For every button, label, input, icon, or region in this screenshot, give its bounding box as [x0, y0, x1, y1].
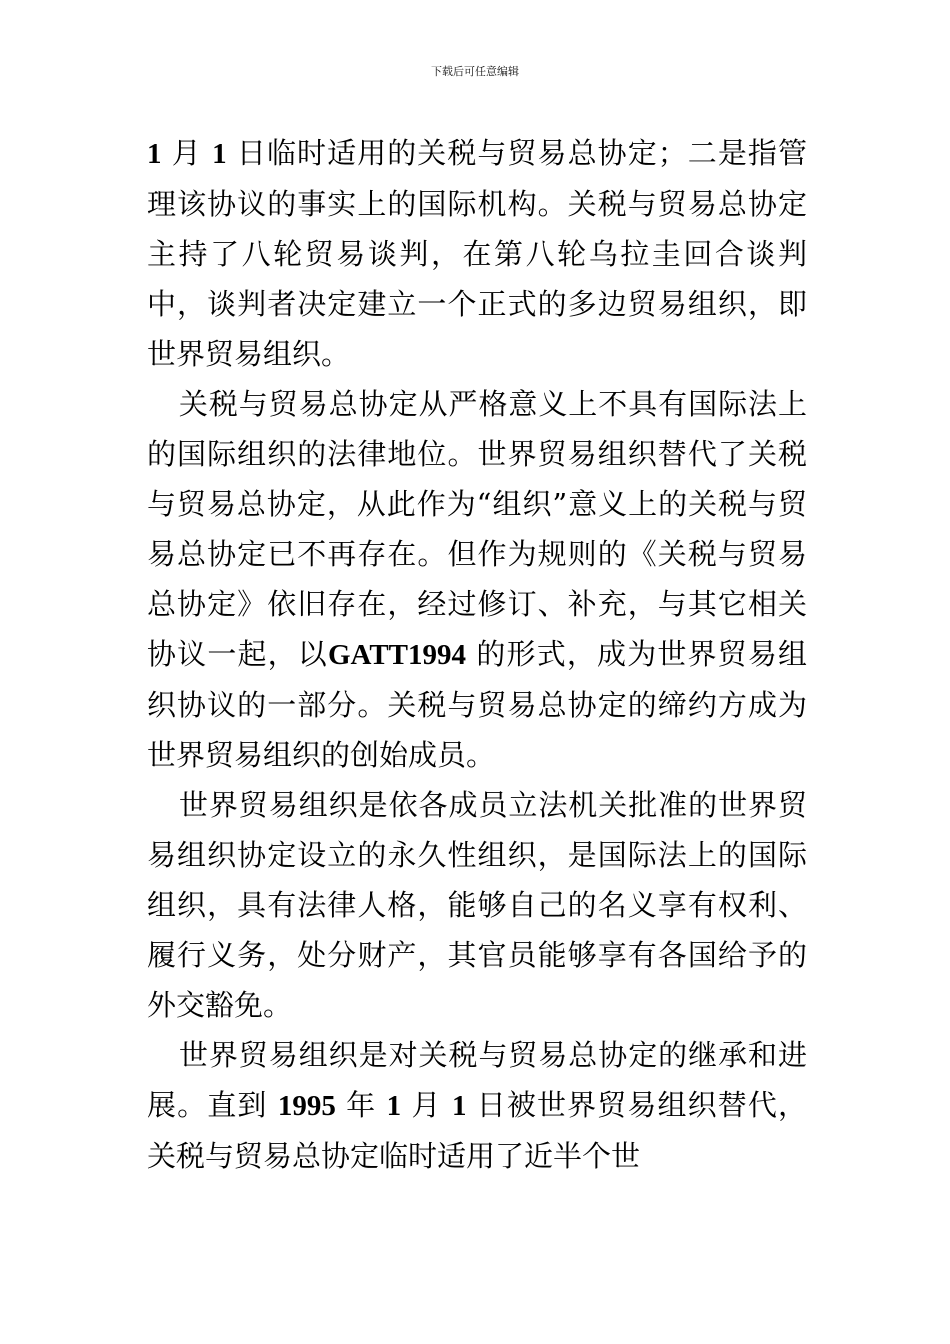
- text-run: 年: [335, 1088, 387, 1122]
- text-run: GATT1994: [327, 639, 467, 671]
- paragraph-3: [147, 780, 807, 1030]
- text-run: 日被世界贸易组织替代，关税与贸易总协定临时适用了近半个世: [147, 1088, 808, 1173]
- text-run: 世界贸易组织是依各成员立法机关批准的世界贸易组织协定设立的永久性组织，是国际法上的国际组织，具有法律人格，能够自己的名义享有权利、履行义务，处分财产，其官员能够享有各国给予的外交豁免。: [147, 788, 807, 1022]
- paragraph-2: [147, 379, 807, 780]
- document-body: [147, 128, 807, 1181]
- paragraph-1: [147, 128, 807, 379]
- text-run: 关税与贸易总协定从严格意义上不具有国际法上的国际组织的法律地位。世界贸易组织替代了关税与贸易总协定，从此作为“组织”意义上的关税与贸易总协定已不再存在。但作为规则的《关税与贸易总协定》依旧存在，经过修订、补充，与其它相关协议一起，以: [147, 387, 807, 671]
- page-header: 下载后可任意编辑: [431, 65, 519, 78]
- text-run: 月: [161, 136, 213, 170]
- text-run: 1995: [277, 1090, 336, 1122]
- text-run: 的形式，成为世界贸易组织协议的一部分。关税与贸易总协定的缔约方成为世界贸易组织的创始成员。: [147, 637, 807, 772]
- text-run: 1: [212, 138, 227, 170]
- paragraph-4: [147, 1030, 807, 1181]
- text-run: 世界贸易组织是对关税与贸易总协定的继承和进展。直到: [147, 1038, 807, 1122]
- text-run: 1: [451, 1090, 467, 1122]
- text-run: 1: [147, 138, 162, 170]
- text-run: 1: [386, 1090, 402, 1122]
- text-run: 月: [401, 1088, 452, 1122]
- text-run: 日临时适用的关税与贸易总协定；二是指管理该协议的事实上的国际机构。关税与贸易总协定主持了八轮贸易谈判，在第八轮乌拉圭回合谈判中，谈判者决定建立一个正式的多边贸易组织，即世界贸易组织。: [147, 136, 807, 371]
